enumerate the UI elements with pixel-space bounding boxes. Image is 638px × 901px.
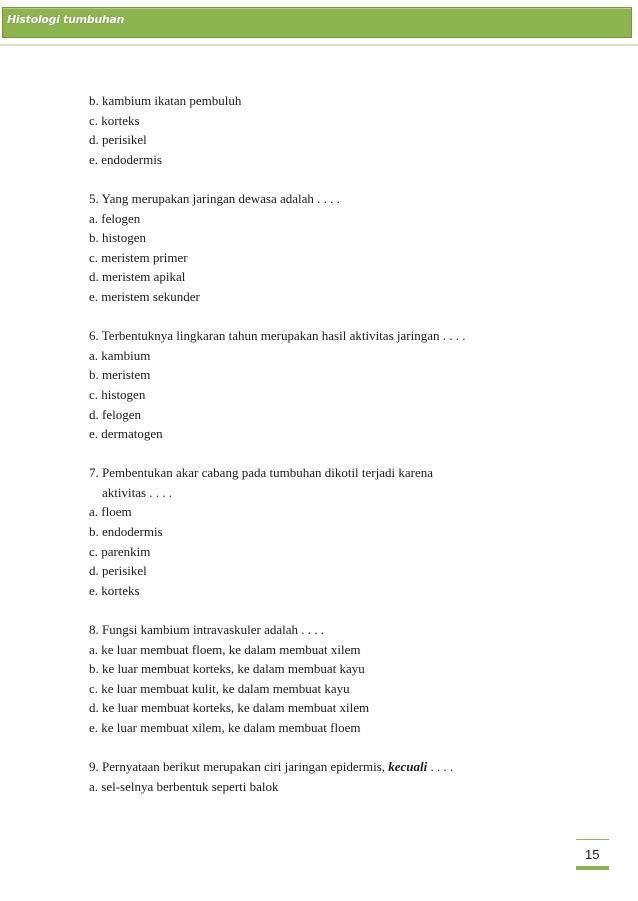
question-9-text [89, 757, 559, 777]
option-6d: d. felogen [89, 406, 141, 422]
option-4d: d. perisikel [89, 132, 147, 148]
question-4-options [89, 91, 559, 169]
option-7b: b. endodermis [89, 524, 163, 540]
option-5a: a. felogen [89, 210, 141, 226]
option-9a: a. sel-selnya berbentuk seperti balok [89, 778, 279, 794]
option-4c: c. korteks [89, 112, 140, 128]
option-8b: b. ke luar membuat korteks, ke dalam membuat kayu [89, 661, 365, 677]
page-header [0, 0, 638, 47]
question-9-prefix: 9. Pernyataan berikut merupakan ciri jaringan epidermis, [89, 759, 389, 775]
spacer [89, 444, 559, 464]
option-8a: a. ke luar membuat floem, ke dalam membuat xilem [89, 641, 361, 657]
question-9 [89, 757, 559, 796]
header-divider [0, 44, 638, 46]
option-6c: c. histogen [89, 386, 146, 402]
question-9-suffix: . . . . [427, 759, 454, 775]
option-4b: b. kambium ikatan pembuluh [89, 93, 242, 108]
option-8d: d. ke luar membuat korteks, ke dalam membuat xilem [89, 700, 370, 716]
option-5b: b. histogen [89, 230, 147, 246]
question-7 [89, 463, 559, 600]
spacer [89, 600, 559, 620]
page-number-underline [576, 866, 609, 870]
question-5-text: 5. Yang merupakan jaringan dewasa adalah . . . . [89, 190, 340, 206]
option-6e: e. dermatogen [89, 426, 163, 442]
question-5 [89, 189, 559, 307]
option-4e: e. endodermis [89, 151, 162, 167]
option-5c: c. meristem primer [89, 249, 188, 265]
spacer [89, 738, 559, 758]
question-6 [89, 326, 559, 444]
option-8e: e. ke luar membuat xilem, ke dalam membuat floem [89, 720, 361, 735]
question-8-text: 8. Fungsi kambium intravaskuler adalah . . . . [89, 622, 325, 638]
option-7a: a. floem [89, 504, 132, 520]
option-5e: e. meristem sekunder [89, 288, 200, 304]
page-number: 15 [585, 847, 600, 862]
question-list [89, 91, 559, 796]
spacer [89, 307, 559, 327]
question-6-text: 6. Terbentuknya lingkaran tahun merupakan hasil aktivitas jaringan . . . . [89, 328, 466, 344]
page-number-top-rule [576, 839, 609, 840]
question-7-text-continued: aktivitas . . . . [102, 484, 173, 500]
option-7c: c. parenkim [89, 543, 151, 559]
option-7d: d. perisikel [89, 563, 147, 579]
option-6b: b. meristem [89, 367, 151, 383]
option-5d: d. meristem apikal [89, 269, 186, 285]
header-title: Histologi tumbuhan [7, 13, 125, 26]
spacer [89, 169, 559, 189]
question-9-emphasis: kecuali [388, 759, 428, 775]
question-7-text: 7. Pembentukan akar cabang pada tumbuhan dikotil terjadi karena [89, 465, 434, 481]
option-7e: e. korteks [89, 582, 140, 598]
option-8c: c. ke luar membuat kulit, ke dalam membuat kayu [89, 680, 350, 696]
option-6a: a. kambium [89, 347, 151, 363]
question-8 [89, 620, 559, 738]
